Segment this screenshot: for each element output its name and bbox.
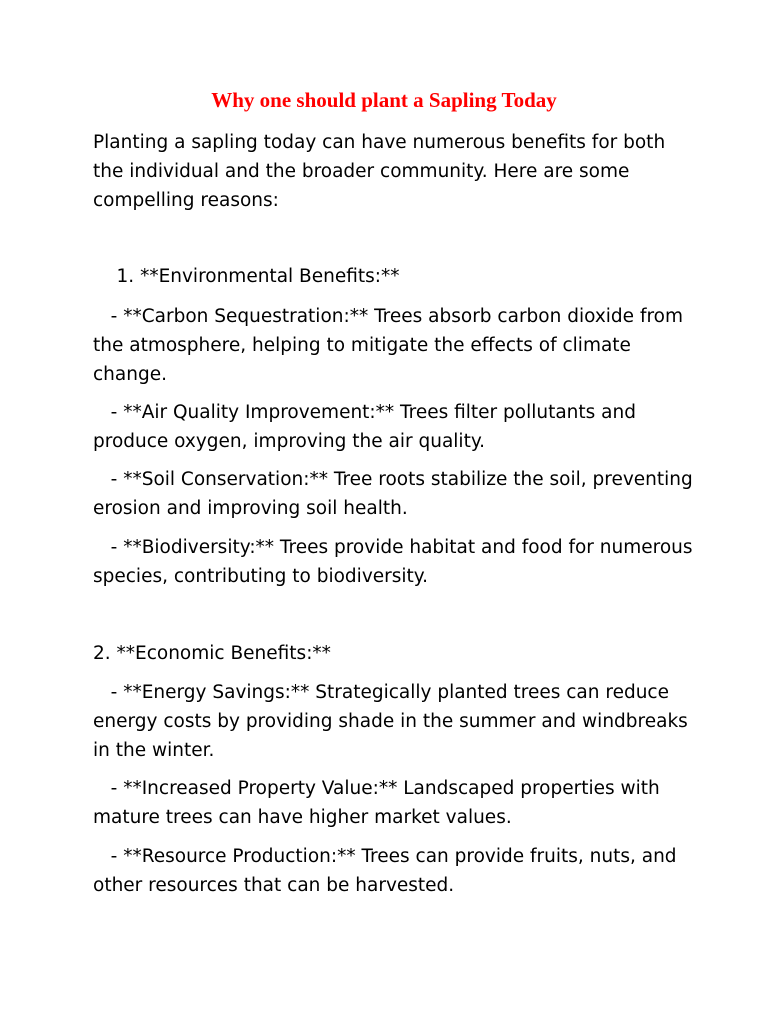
list-item-text: - **Resource Production:** Trees can provide fruits, nuts, and other resources that can be harvested.	[93, 846, 677, 896]
section-heading-environmental-text: 1. **Environmental Benefits:**	[116, 266, 400, 287]
list-item-text: - **Air Quality Improvement:** Trees filter pollutants and produce oxygen, improving the air quality.	[93, 402, 636, 452]
list-item-text: - **Energy Savings:** Strategically planted trees can reduce energy costs by providing shade in the summer and windbreaks in the winter.	[93, 682, 688, 761]
list-item	[93, 843, 693, 901]
list-item-text: - **Biodiversity:** Trees provide habitat and food for numerous species, contributing to biodiversity.	[93, 537, 693, 587]
list-item-text: - **Carbon Sequestration:** Trees absorb carbon dioxide from the atmosphere, helping to mitigate the effects of climate change.	[93, 306, 683, 385]
document-title: Why one should plant a Sapling Today	[211, 88, 557, 112]
intro-paragraph: Planting a sapling today can have numerous benefits for both the individual and the broader community. Here are some compelling reasons:	[93, 132, 666, 211]
section-heading-environmental	[93, 263, 693, 292]
list-item	[93, 466, 693, 524]
list-item-text: - **Soil Conservation:** Tree roots stabilize the soil, preventing erosion and improving soil health.	[93, 469, 693, 519]
list-item	[93, 399, 693, 457]
list-item	[93, 303, 693, 389]
section-heading-economic: 2. **Economic Benefits:**	[93, 643, 331, 664]
list-item	[93, 775, 693, 833]
list-item	[93, 534, 693, 592]
list-item	[93, 679, 693, 765]
list-item-text: - **Increased Property Value:** Landscaped properties with mature trees can have higher market values.	[93, 778, 660, 828]
